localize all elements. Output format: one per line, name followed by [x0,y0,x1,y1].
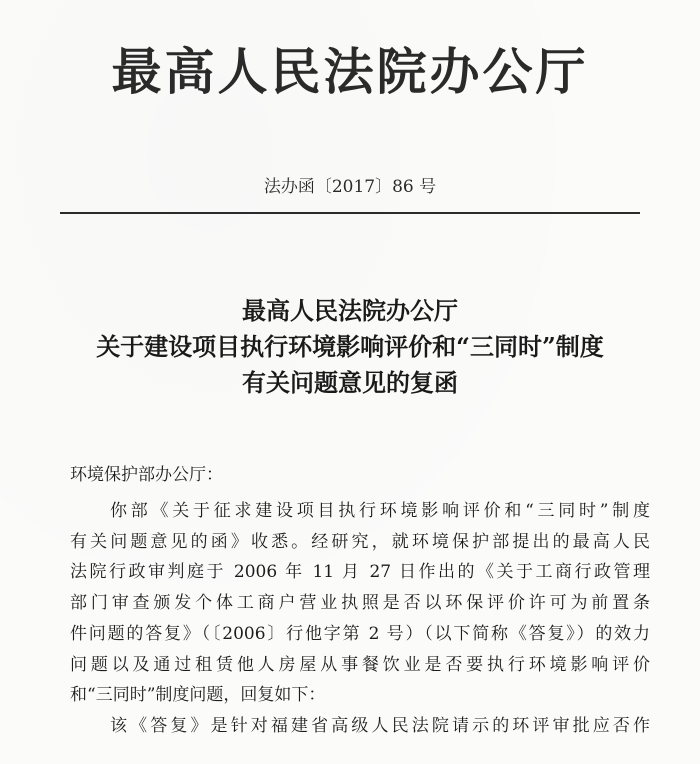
body-line: 件问题的答复》（〔2006〕行他字第 2 号）（以下简称《答复》）的效力 [70,623,650,644]
header-divider [60,212,640,214]
body-text [70,496,650,742]
title-line-2: 关于建设项目执行环境影响评价和“三同时”制度 [96,332,604,361]
body-line: 和“三同时”制度问题，回复如下： [70,685,326,706]
body-line: 部门审查颁发个体工商户营业执照是否以环保评价许可为前置条 [70,593,650,614]
document-number: 法办函〔2017〕86 号 [263,177,437,197]
body-line: 你部《关于征求建设项目执行环境影响评价和“三同时”制度 [110,501,650,521]
title-line-3: 有关问题意见的复函 [242,368,458,397]
body-line: 该《答复》是针对福建省高级人民法院请示的环评审批应否作 [110,715,650,736]
salutation: 环境保护部办公厅： [70,465,223,485]
issuer-masthead: 最高人民法院办公厅 [111,43,589,101]
title-line-1: 最高人民法院办公厅 [242,296,458,325]
body-line: 有关问题意见的函》收悉。经研究，就环境保护部提出的最高人民 [70,531,650,552]
body-line: 问题以及通过租赁他人房屋从事餐饮业是否要执行环境影响评价 [70,654,650,675]
body-line: 法院行政审判庭于 2006 年 11 月 27 日作出的《关于工商行政管理 [70,562,650,583]
document-title [0,293,700,401]
